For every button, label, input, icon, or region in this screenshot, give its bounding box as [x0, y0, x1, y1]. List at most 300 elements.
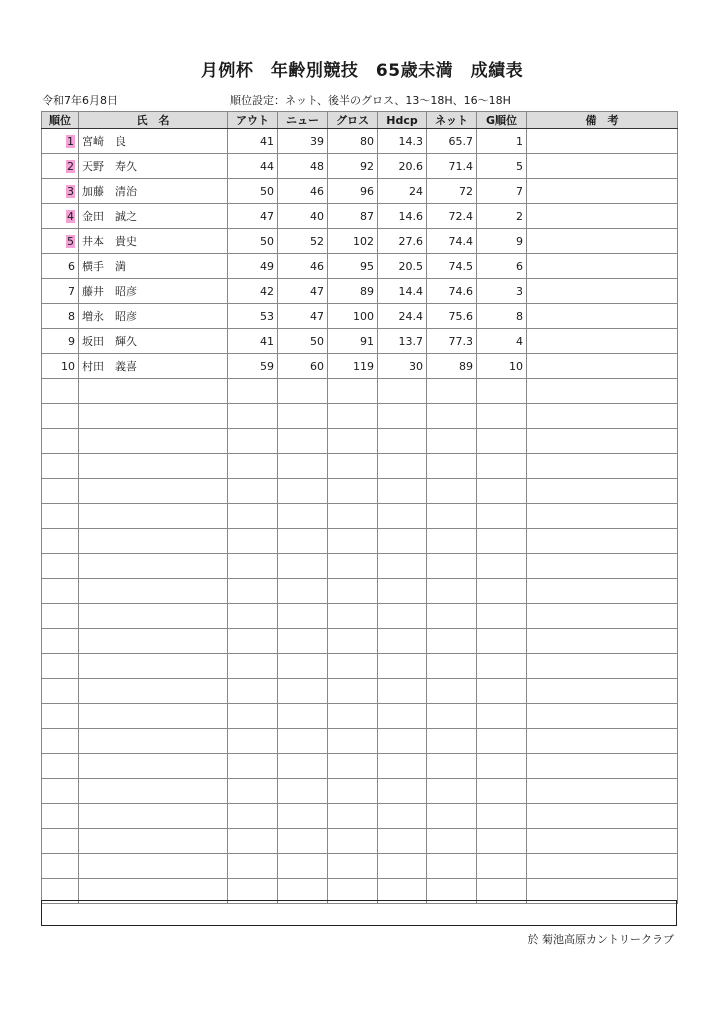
cell-net [427, 554, 477, 579]
table-row [42, 129, 678, 154]
table-row [42, 704, 678, 729]
rank-highlight: 1 [67, 134, 74, 148]
table-row [42, 529, 678, 554]
cell-grank [477, 604, 527, 629]
cell-hdcp [378, 729, 427, 754]
table-row [42, 404, 678, 429]
cell-note [527, 779, 678, 804]
cell-note [527, 354, 678, 379]
cell-hdcp [378, 479, 427, 504]
cell-gross: 89 [328, 279, 378, 304]
cell-in: 46 [278, 179, 328, 204]
cell-net [427, 829, 477, 854]
table-row [42, 504, 678, 529]
ranking-rule: 順位設定：ネット、後半のグロス、13～18H、16～18H [230, 94, 511, 107]
cell-out [228, 579, 278, 604]
cell-gross: 102 [328, 229, 378, 254]
table-row [42, 679, 678, 704]
cell-hdcp [378, 454, 427, 479]
cell-rank [42, 379, 79, 404]
cell-out: 41 [228, 329, 278, 354]
table-row [42, 729, 678, 754]
cell-name: 宮崎 良 [79, 129, 228, 154]
cell-note [527, 754, 678, 779]
cell-hdcp [378, 854, 427, 879]
cell-net [427, 854, 477, 879]
cell-hdcp: 14.6 [378, 204, 427, 229]
cell-grank [477, 754, 527, 779]
cell-in [278, 404, 328, 429]
cell-out [228, 704, 278, 729]
cell-grank [477, 729, 527, 754]
cell-grank: 5 [477, 154, 527, 179]
cell-gross: 119 [328, 354, 378, 379]
cell-grank [477, 629, 527, 654]
cell-rank: 8 [42, 304, 79, 329]
cell-net: 72 [427, 179, 477, 204]
cell-name [79, 604, 228, 629]
cell-in [278, 429, 328, 454]
cell-name: 金田 誠之 [79, 204, 228, 229]
cell-grank [477, 529, 527, 554]
cell-rank: 7 [42, 279, 79, 304]
cell-net [427, 779, 477, 804]
cell-gross [328, 829, 378, 854]
cell-hdcp [378, 429, 427, 454]
cell-hdcp: 24.4 [378, 304, 427, 329]
cell-in [278, 504, 328, 529]
table-row [42, 579, 678, 604]
cell-name [79, 779, 228, 804]
cell-name: 加藤 清治 [79, 179, 228, 204]
table-row [42, 479, 678, 504]
cell-grank: 2 [477, 204, 527, 229]
cell-gross [328, 679, 378, 704]
cell-note [527, 429, 678, 454]
cell-out [228, 479, 278, 504]
cell-grank [477, 479, 527, 504]
table-row [42, 279, 678, 304]
cell-in [278, 829, 328, 854]
cell-note [527, 529, 678, 554]
cell-hdcp [378, 754, 427, 779]
cell-note [527, 229, 678, 254]
cell-out [228, 529, 278, 554]
cell-gross: 100 [328, 304, 378, 329]
page-title: 月例杯 年齢別競技 65歳未満 成績表 [200, 61, 524, 81]
cell-name: 坂田 輝久 [79, 329, 228, 354]
cell-rank [42, 229, 79, 254]
cell-gross [328, 454, 378, 479]
cell-in [278, 654, 328, 679]
table-row [42, 179, 678, 204]
cell-note [527, 554, 678, 579]
cell-note [527, 154, 678, 179]
cell-out [228, 829, 278, 854]
cell-rank [42, 729, 79, 754]
cell-grank: 7 [477, 179, 527, 204]
cell-gross [328, 804, 378, 829]
cell-grank [477, 579, 527, 604]
table-row [42, 779, 678, 804]
cell-out [228, 604, 278, 629]
cell-gross: 96 [328, 179, 378, 204]
cell-rank: 9 [42, 329, 79, 354]
cell-grank: 3 [477, 279, 527, 304]
cell-grank [477, 854, 527, 879]
table-row [42, 829, 678, 854]
cell-grank: 8 [477, 304, 527, 329]
cell-gross [328, 504, 378, 529]
cell-gross: 91 [328, 329, 378, 354]
cell-net [427, 529, 477, 554]
cell-net: 74.6 [427, 279, 477, 304]
cell-note [527, 204, 678, 229]
cell-name [79, 804, 228, 829]
cell-net: 65.7 [427, 129, 477, 154]
cell-gross: 95 [328, 254, 378, 279]
header-row [42, 112, 678, 129]
cell-hdcp [378, 629, 427, 654]
cell-grank: 9 [477, 229, 527, 254]
cell-grank [477, 654, 527, 679]
cell-note [527, 279, 678, 304]
cell-rank [42, 179, 79, 204]
cell-out [228, 679, 278, 704]
cell-note [527, 654, 678, 679]
col-out: アウト [228, 112, 278, 129]
table-row [42, 429, 678, 454]
cell-gross [328, 479, 378, 504]
cell-rank [42, 404, 79, 429]
cell-rank: 10 [42, 354, 79, 379]
cell-hdcp: 27.6 [378, 229, 427, 254]
results-table [41, 111, 678, 904]
cell-rank [42, 604, 79, 629]
cell-net [427, 604, 477, 629]
cell-hdcp [378, 379, 427, 404]
cell-net [427, 404, 477, 429]
cell-net [427, 479, 477, 504]
cell-note [527, 679, 678, 704]
cell-grank: 1 [477, 129, 527, 154]
cell-in [278, 704, 328, 729]
cell-grank [477, 404, 527, 429]
cell-out: 49 [228, 254, 278, 279]
cell-out [228, 554, 278, 579]
cell-hdcp: 20.6 [378, 154, 427, 179]
cell-in: 46 [278, 254, 328, 279]
cell-in [278, 454, 328, 479]
cell-in: 47 [278, 304, 328, 329]
col-grank: G順位 [477, 112, 527, 129]
cell-hdcp [378, 804, 427, 829]
cell-gross [328, 754, 378, 779]
table-row [42, 754, 678, 779]
event-date: 令和7年6月8日 [42, 94, 118, 107]
cell-gross: 92 [328, 154, 378, 179]
cell-net [427, 704, 477, 729]
cell-out: 59 [228, 354, 278, 379]
cell-name [79, 704, 228, 729]
cell-rank [42, 129, 79, 154]
cell-gross [328, 854, 378, 879]
rank-highlight: 5 [67, 234, 74, 248]
cell-out [228, 654, 278, 679]
cell-note [527, 304, 678, 329]
cell-name: 横手 満 [79, 254, 228, 279]
cell-name [79, 529, 228, 554]
cell-grank [477, 454, 527, 479]
col-hdcp: Hdcp [378, 112, 427, 129]
cell-out [228, 379, 278, 404]
cell-out [228, 804, 278, 829]
cell-name: 井本 貴史 [79, 229, 228, 254]
table-row [42, 379, 678, 404]
cell-hdcp [378, 504, 427, 529]
cell-name [79, 579, 228, 604]
cell-note [527, 329, 678, 354]
cell-rank [42, 454, 79, 479]
cell-name [79, 654, 228, 679]
table-row [42, 854, 678, 879]
cell-grank [477, 429, 527, 454]
cell-hdcp: 30 [378, 354, 427, 379]
cell-in [278, 729, 328, 754]
cell-rank [42, 704, 79, 729]
cell-name [79, 729, 228, 754]
cell-net: 75.6 [427, 304, 477, 329]
cell-rank [42, 579, 79, 604]
table-row [42, 804, 678, 829]
notes-box [41, 900, 677, 926]
cell-net [427, 454, 477, 479]
cell-hdcp [378, 679, 427, 704]
cell-gross [328, 529, 378, 554]
cell-in [278, 579, 328, 604]
cell-gross: 80 [328, 129, 378, 154]
cell-name [79, 454, 228, 479]
cell-in [278, 604, 328, 629]
table-row [42, 629, 678, 654]
cell-net [427, 504, 477, 529]
cell-name [79, 504, 228, 529]
cell-hdcp [378, 829, 427, 854]
cell-gross [328, 629, 378, 654]
cell-hdcp [378, 654, 427, 679]
cell-gross [328, 604, 378, 629]
cell-out [228, 779, 278, 804]
cell-name [79, 479, 228, 504]
cell-hdcp [378, 604, 427, 629]
cell-hdcp [378, 404, 427, 429]
cell-name: 村田 義喜 [79, 354, 228, 379]
cell-note [527, 254, 678, 279]
cell-net [427, 804, 477, 829]
cell-hdcp [378, 579, 427, 604]
cell-gross: 87 [328, 204, 378, 229]
venue-label: 於 菊池高原カントリークラブ [527, 933, 674, 946]
cell-rank [42, 629, 79, 654]
results-body [42, 129, 678, 904]
cell-out: 44 [228, 154, 278, 179]
cell-in: 40 [278, 204, 328, 229]
cell-out: 42 [228, 279, 278, 304]
cell-gross [328, 704, 378, 729]
cell-in [278, 754, 328, 779]
cell-grank [477, 504, 527, 529]
cell-note [527, 629, 678, 654]
cell-rank [42, 829, 79, 854]
cell-hdcp [378, 554, 427, 579]
cell-name: 天野 寿久 [79, 154, 228, 179]
cell-hdcp: 14.4 [378, 279, 427, 304]
table-row [42, 254, 678, 279]
cell-out: 53 [228, 304, 278, 329]
cell-grank [477, 779, 527, 804]
cell-out [228, 404, 278, 429]
cell-rank [42, 654, 79, 679]
cell-in [278, 379, 328, 404]
rank-highlight: 2 [67, 159, 74, 173]
cell-grank [477, 379, 527, 404]
cell-note [527, 479, 678, 504]
cell-net [427, 754, 477, 779]
cell-net [427, 579, 477, 604]
col-net: ネット [427, 112, 477, 129]
cell-grank: 4 [477, 329, 527, 354]
cell-gross [328, 554, 378, 579]
cell-note [527, 179, 678, 204]
cell-in: 39 [278, 129, 328, 154]
cell-in [278, 629, 328, 654]
cell-net [427, 679, 477, 704]
cell-gross [328, 379, 378, 404]
cell-name [79, 679, 228, 704]
cell-note [527, 854, 678, 879]
cell-in [278, 779, 328, 804]
cell-out [228, 454, 278, 479]
cell-grank [477, 829, 527, 854]
cell-gross [328, 729, 378, 754]
cell-net [427, 729, 477, 754]
cell-hdcp [378, 529, 427, 554]
cell-gross [328, 579, 378, 604]
cell-rank [42, 554, 79, 579]
cell-hdcp: 14.3 [378, 129, 427, 154]
cell-rank: 6 [42, 254, 79, 279]
cell-out: 50 [228, 229, 278, 254]
table-row [42, 329, 678, 354]
cell-out: 47 [228, 204, 278, 229]
cell-grank [477, 704, 527, 729]
rank-highlight: 3 [67, 184, 74, 198]
cell-rank [42, 529, 79, 554]
cell-name [79, 754, 228, 779]
cell-in [278, 804, 328, 829]
cell-note [527, 454, 678, 479]
cell-net [427, 429, 477, 454]
cell-hdcp: 13.7 [378, 329, 427, 354]
cell-note [527, 379, 678, 404]
cell-out [228, 754, 278, 779]
cell-rank [42, 754, 79, 779]
cell-gross [328, 779, 378, 804]
cell-note [527, 829, 678, 854]
cell-name: 増永 昭彦 [79, 304, 228, 329]
cell-name [79, 829, 228, 854]
cell-note [527, 704, 678, 729]
cell-note [527, 129, 678, 154]
cell-in [278, 854, 328, 879]
cell-name [79, 629, 228, 654]
table-row [42, 654, 678, 679]
cell-note [527, 804, 678, 829]
cell-gross [328, 429, 378, 454]
cell-net: 77.3 [427, 329, 477, 354]
cell-hdcp: 24 [378, 179, 427, 204]
cell-in [278, 554, 328, 579]
cell-hdcp [378, 779, 427, 804]
cell-net: 71.4 [427, 154, 477, 179]
cell-rank [42, 504, 79, 529]
cell-note [527, 504, 678, 529]
cell-gross [328, 404, 378, 429]
cell-hdcp [378, 704, 427, 729]
table-row [42, 154, 678, 179]
cell-name [79, 429, 228, 454]
col-name: 氏 名 [79, 112, 228, 129]
cell-note [527, 604, 678, 629]
table-row [42, 604, 678, 629]
cell-in [278, 529, 328, 554]
table-row [42, 454, 678, 479]
table-row [42, 229, 678, 254]
cell-gross [328, 654, 378, 679]
cell-grank: 10 [477, 354, 527, 379]
cell-grank [477, 554, 527, 579]
table-row [42, 304, 678, 329]
table-row [42, 354, 678, 379]
cell-out [228, 854, 278, 879]
cell-in: 48 [278, 154, 328, 179]
cell-note [527, 729, 678, 754]
cell-in: 60 [278, 354, 328, 379]
cell-out [228, 729, 278, 754]
table-row [42, 554, 678, 579]
cell-out [228, 504, 278, 529]
col-rank: 順位 [42, 112, 79, 129]
cell-in [278, 679, 328, 704]
cell-in: 52 [278, 229, 328, 254]
cell-out: 50 [228, 179, 278, 204]
table-row [42, 204, 678, 229]
cell-rank [42, 854, 79, 879]
cell-rank [42, 154, 79, 179]
cell-in: 47 [278, 279, 328, 304]
cell-grank [477, 804, 527, 829]
cell-out [228, 429, 278, 454]
cell-rank [42, 204, 79, 229]
cell-name [79, 854, 228, 879]
cell-name: 藤井 昭彦 [79, 279, 228, 304]
cell-net: 74.4 [427, 229, 477, 254]
cell-grank [477, 679, 527, 704]
cell-name [79, 554, 228, 579]
cell-net: 74.5 [427, 254, 477, 279]
rank-highlight: 4 [67, 209, 74, 223]
col-gross: グロス [328, 112, 378, 129]
